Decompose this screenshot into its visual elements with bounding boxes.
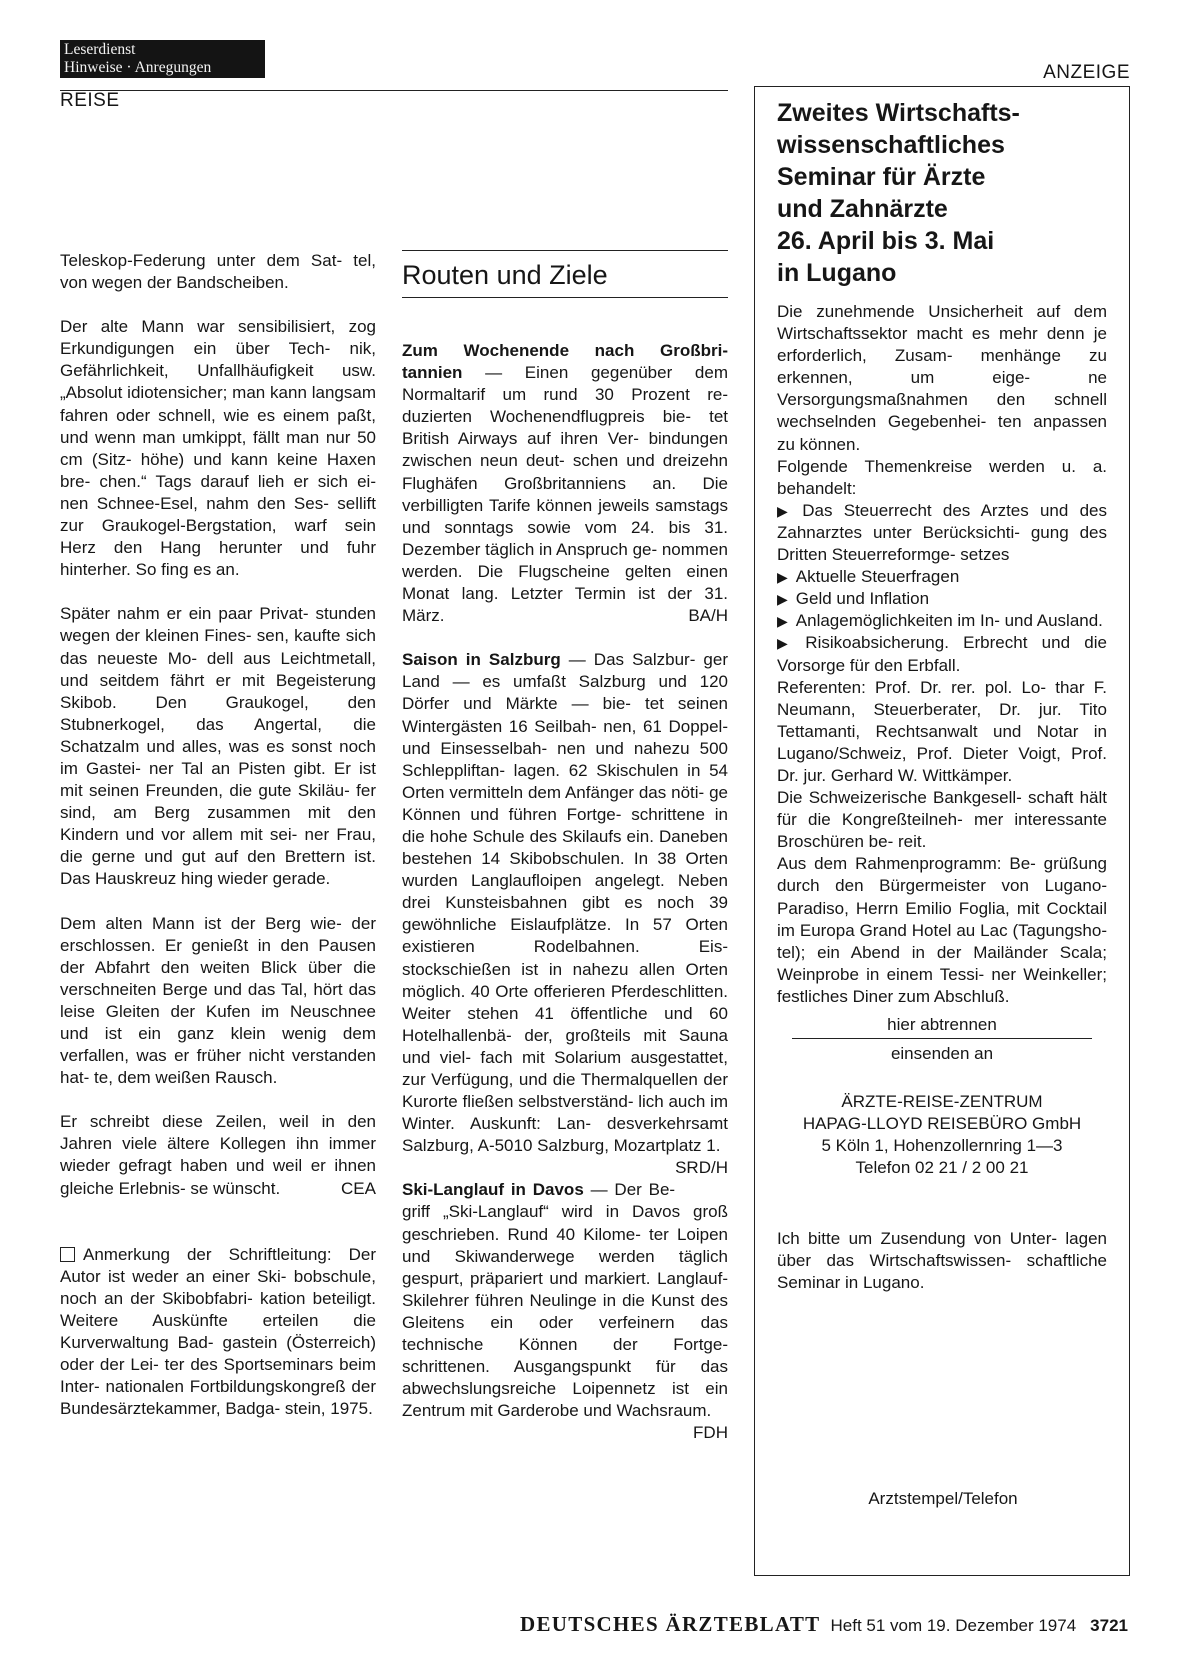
ad-title-line-5: 26. April bis 3. Mai bbox=[777, 227, 995, 255]
ad-title-line-2: wissenschaftliches bbox=[777, 131, 1005, 159]
square-box-icon bbox=[60, 1247, 75, 1262]
title-spacer bbox=[402, 310, 728, 340]
ad-topic-text: Das Steuerrecht des Arztes und des Zahnarztes unter Berücksichti- gung des Dritten Steuerreformge- setzes bbox=[777, 500, 1107, 565]
left-paragraph-5-text: Er schreibt diese Zeilen, weil in den Jahren viele ältere Kollegen ihn immer wieder gefragt haben und weil er ihnen gleiche Erlebnis- se wünscht. bbox=[60, 1112, 376, 1198]
ad-title-line-6: in Lugano bbox=[777, 259, 897, 287]
article-salzburg bbox=[402, 649, 728, 1178]
ad-topic-item bbox=[777, 566, 1107, 588]
ad-intro: Die zunehmende Unsicherheit auf dem Wirtschaftssektor macht es mehr denn je erforderlich, Zusam- menhänge zu erkennen, um eige- ne Versorgungsmaßnahmen den schnell wechselnden Gegebenhei- ten anpassen zu können. bbox=[777, 302, 1107, 454]
article-britain-signature: BA/H bbox=[688, 606, 728, 626]
left-column bbox=[60, 250, 376, 1420]
address-line-2: HAPAG-LLOYD REISEBÜRO GmbH bbox=[802, 1114, 1082, 1134]
ad-title-line-4: und Zahnärzte bbox=[777, 195, 948, 223]
page-footer bbox=[60, 1612, 1128, 1637]
ad-bank: Die Schweizerische Bankgesell- schaft hält für die Kongreßteilneh- mer interessante Broschüren be- reit. bbox=[777, 788, 1107, 852]
address-block bbox=[777, 1091, 1107, 1179]
magazine-name: DEUTSCHES ÄRZTEBLATT bbox=[520, 1612, 821, 1636]
ad-topic-text: Geld und Inflation bbox=[795, 589, 930, 609]
article-davos-text: — Der Be- griff „Ski-Langlauf“ wird in Davos groß geschrieben. Rund 40 Kilome- ter Loipen und Skiwanderwege werden täglich gespurt, präpariert und markiert. Langlauf-Skilehrer führen Neulinge in die Kunst des Gleitens ein oder verfeinern das technische Können der Fortge- schrittenen. Ausgangspunkt für das abwechslungsreiche Loipennetz ist ein Zentrum mit Garderobe und Wachsraum. bbox=[402, 1180, 728, 1421]
cut-here-label: hier abtrennen bbox=[887, 1015, 997, 1034]
ad-title bbox=[777, 97, 1107, 289]
triangle-bullet-icon: ▶ bbox=[777, 613, 788, 630]
issue-info: Heft 51 vom 19. Dezember 1974 bbox=[830, 1616, 1077, 1635]
anzeige-label: ANZEIGE bbox=[1043, 62, 1130, 83]
advertisement-content bbox=[777, 97, 1107, 1294]
left-paragraph-3: Später nahm er ein paar Privat- stunden wegen der kleinen Fines- sen, kaufte sich das neueste Mo- dell aus Leichtmetall, und seitdem fährt er mit Begeisterung Skibob. Den Graukogel, den Stubnerkogel, das Angertal, die Schatzalm und alles, was es sonst noch im Gastei- ner Tal an Pisten gibt. Er ist mit seinen Freunden, die gute Skiläu- fer sind, am Berg zusammen mit den Kindern und vor allem mit sei- ner Frau, die gerne und gut auf den Brettern ist. Das Hauskreuz hing wieder gerade. bbox=[60, 604, 376, 889]
ad-topic-text: Anlagemöglichkeiten im In- und Ausland. bbox=[795, 611, 1103, 631]
article-salzburg-head: Saison in Salzburg bbox=[402, 650, 561, 670]
article-salzburg-signature: SRD/H bbox=[675, 1158, 728, 1178]
article-britain-text: — Einen gegenüber dem Normaltarif um rund 30 Prozent re- duzierten Wochenendflugpreis bie- tet British Airways auf ihren Ver- bindungen zwischen neun deut- schen und dreizehn Flughäfen Großbritanniens an. Die verbilligten Tarife können jeweils samstags und sonntags sowie vom 24. bis 31. Dezember täglich in Anspruch ge- nommen werden. Die Flugscheine gelten einen Monat lang. Letzter Termin ist der 31. März. bbox=[402, 363, 728, 626]
triangle-bullet-icon: ▶ bbox=[777, 591, 788, 608]
address-line-3: 5 Köln 1, Hohenzollernring 1—3 bbox=[821, 1136, 1063, 1156]
column-header-box bbox=[60, 40, 265, 78]
send-to-label: einsenden an bbox=[890, 1044, 994, 1064]
triangle-bullet-icon: ▶ bbox=[777, 569, 788, 586]
editor-note bbox=[60, 1244, 376, 1421]
ad-topic-text: Aktuelle Steuerfragen bbox=[795, 567, 960, 587]
triangle-bullet-icon: ▶ bbox=[777, 502, 795, 519]
address-line-1: ÄRZTE-REISE-ZENTRUM bbox=[841, 1092, 1043, 1112]
ad-title-line-1: Zweites Wirtschafts- bbox=[777, 99, 1020, 127]
header-box-line-1: Leserdienst bbox=[64, 41, 136, 58]
ad-topic-item bbox=[777, 610, 1107, 632]
left-paragraph-4: Dem alten Mann ist der Berg wie- der erschlossen. Er genießt in den Pausen der Abfahrt den weiten Blick über die verschneiten Berge und das Tal, hört das leise Gleiten der Kufen im Neuschnee und ist ein ganz klein wenig dem verfallen, was er früher nicht verstanden hat- te, dem weißen Rausch. bbox=[60, 913, 376, 1088]
middle-top-rule bbox=[402, 250, 728, 251]
ad-title-line-3: Seminar für Ärzte bbox=[777, 163, 986, 191]
ad-topic-item bbox=[777, 500, 1107, 566]
ad-topic-text: Risikoabsicherung. Erbrecht und die Vorsorge für den Erbfall. bbox=[777, 633, 1107, 675]
stamp-label: Arztstempel/Telefon bbox=[868, 1489, 1018, 1508]
editor-note-text: Anmerkung der Schriftleitung: Der Autor ist weder an einer Ski- bobschule, noch an der Skibobfabri- kation beteiligt. Weitere Auskünfte erteilen die Kurverwaltung Bad- gastein (Österreich) oder der Lei- ter des Sportseminars beim Inter- nationalen Fortbildungskongreß der Bundesärztekammer, Badga- stein, 1975. bbox=[60, 1244, 376, 1419]
ad-speakers: Referenten: Prof. Dr. rer. pol. Lo- thar F. Neumann, Steuerberater, Dr. jur. Tito Tettamanti, Rechtsanwalt und Notar in Lugano/Schweiz, Prof. Dieter Voigt, Prof. Dr. jur. Gerhard W. Wittkämper. bbox=[777, 677, 1107, 785]
cut-line bbox=[792, 1038, 1092, 1039]
request-text: Ich bitte um Zusendung von Unter- lagen über das Wirtschaftswissen- schaftliche Seminar in Lugano. bbox=[777, 1228, 1107, 1292]
top-rule bbox=[60, 90, 728, 91]
article-britain bbox=[402, 340, 728, 627]
section-label: REISE bbox=[60, 90, 120, 111]
header-box-line-2: Hinweise · Anregungen bbox=[64, 59, 212, 76]
left-paragraph-1: Teleskop-Federung unter dem Sat- tel, von wegen der Bandscheiben. bbox=[60, 251, 376, 293]
routes-title: Routen und Ziele bbox=[402, 259, 728, 298]
advertisement-box bbox=[754, 86, 1130, 1576]
triangle-bullet-icon: ▶ bbox=[777, 635, 798, 652]
ad-topics-list bbox=[777, 500, 1107, 677]
article-davos-head: Ski-Langlauf in Davos bbox=[402, 1180, 584, 1200]
article-britain-head: Zum Wochenende nach Großbri- tannien bbox=[402, 341, 728, 383]
address-line-4: Telefon 02 21 / 2 00 21 bbox=[855, 1158, 1029, 1178]
middle-column bbox=[402, 250, 728, 1445]
ad-program: Aus dem Rahmenprogramm: Be- grüßung durch den Bürgermeister von Lugano-Paradiso, Herrn Emilio Foglia, mit Cocktail im Europa Grand Hotel au Lac (Tagungsho- tel); ein Abend in der Mailänder Scala; Weinprobe in einem Tessi- ner Weinkeller; festliches Diner zum Abschluß. bbox=[777, 854, 1107, 1006]
page-number: 3721 bbox=[1090, 1616, 1128, 1635]
article-davos bbox=[402, 1179, 728, 1443]
author-signature: CEA bbox=[341, 1178, 376, 1198]
ad-topics-intro: Folgende Themenkreise werden u. a. behandelt: bbox=[777, 456, 1107, 498]
left-paragraph-2: Der alte Mann war sensibilisiert, zog Erkundigungen ein über Tech- nik, Gefährlichkeit, Unfallhäufigkeit usw. „Absolut idiotensicher; man kann langsam fahren oder schnell, wie es einem paßt, und wenn man umkippt, fällt man nur 50 cm (Sitz- höhe) und kann keine Haxen bre- chen.“ Tags darauf lieh er sich ei- nen Schnee-Esel, nahm den Ses- sellift zur Graukogel-Bergstation, warf sein Herz den Hang herunter und fuhr hinterher. So fing es an. bbox=[60, 317, 376, 580]
left-paragraph-5 bbox=[60, 1111, 376, 1199]
ad-topic-item bbox=[777, 588, 1107, 610]
ad-topic-item bbox=[777, 632, 1107, 676]
article-salzburg-text: — Das Salzbur- ger Land — es umfaßt Salzburg und 120 Dörfer und Märkte — bie- tet seinen Wintergästen 16 Seilbah- nen, 61 Doppel- und Einsesselbah- nen und nahezu 500 Schleppliftan- lagen. 62 Skischulen in 54 Orten vermitteln dem Anfänger das nöti- ge Können und führen Fortge- schrittene in die hohe Schule des Skilaufs ein. Daneben bestehen 14 Skibobschulen. In 38 Orten wurden Langlaufloipen angelegt. Neben drei Kunsteisbahnen gibt es noch 39 gewöhnliche Eislaufplätze. In 57 Orten existieren Rodelbahnen. Eis- stockschießen ist in nahezu allen Orten möglich. 40 Orte offerieren Pferdeschlitten. Weiter stehen 41 öffentliche und 60 Hotelhallenbä- der, großteils mit Sauna und viel- fach mit Solarium ausgestattet, zur Verfügung, und die Thermalquellen der Kurorte fließen selbstverständ- lich auch im Winter. Auskunft: Lan- desverkehrsamt Salzburg, A-5010 Salzburg, Mozartplatz 1. bbox=[402, 650, 728, 1156]
article-davos-signature: FDH bbox=[693, 1423, 728, 1443]
